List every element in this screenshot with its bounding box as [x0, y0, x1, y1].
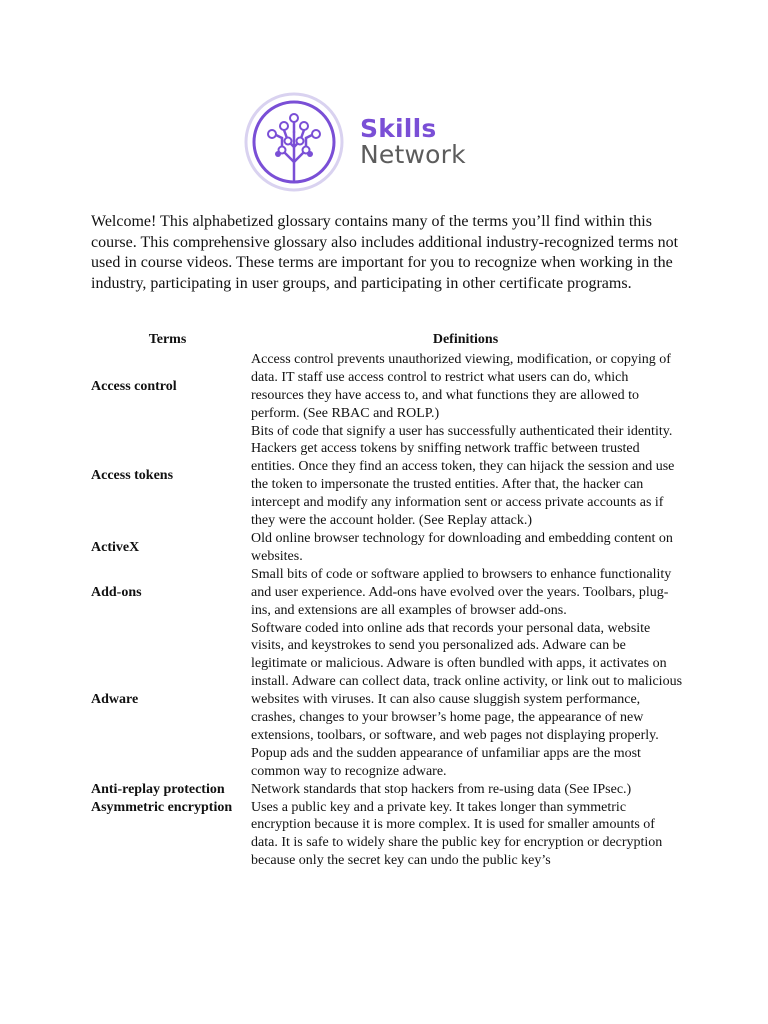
- term-cell: ActiveX: [91, 539, 140, 555]
- logo-skills-text: Skills: [360, 113, 437, 143]
- table-header-row: [88, 331, 684, 351]
- term-cell: Access tokens: [91, 468, 174, 484]
- table-row: [88, 620, 684, 781]
- table-row: [88, 530, 684, 566]
- definition-cell: Software coded into online ads that records your personal data, website visits, and keystrokes to send you personalized ads. Adware can be legitimate or malicious. Adware is often bundled with apps, it activates on install. Adware can collect data, track online activity, or link out to malicious websites with viruses. It can also cause sluggish system performance, crashes, changes to your browser’s home page, the appearance of new extensions, toolbars, or software, and web pages not displaying properly. Popup ads and the sudden appearance of unfamiliar apps are the most common way to recognize adware.: [251, 620, 683, 779]
- definition-cell: Uses a public key and a private key. It takes longer than symmetric encryption because it is more complex. It is used for smaller amounts of data. It is safe to widely share the public key for encryption or decryption because only the secret key can undo the public key’s: [251, 799, 663, 869]
- term-cell: Access control: [91, 378, 177, 394]
- definition-cell: Small bits of code or software applied to browsers to enhance functionality and user experience. Add-ons have evolved over the years. Toolbars, plug-ins, and extensions are all examples of browser add-ons.: [251, 566, 672, 618]
- definition-cell: Old online browser technology for downloading and embedding content on websites.: [251, 530, 673, 564]
- term-cell: Anti-replay protection: [91, 781, 225, 797]
- intro-paragraph: Welcome! This alphabetized glossary contains many of the terms you’ll find within this course. This comprehensive glossary also includes additional industry-recognized terms not used in course videos. These terms are important for you to recognize when working in the industry, participating in user groups, and participating in other certificate programs.: [91, 213, 679, 292]
- table-row: [88, 799, 684, 871]
- table-row: [88, 423, 684, 530]
- table-row: [88, 351, 684, 423]
- term-cell: Add-ons: [91, 584, 142, 600]
- definition-cell: Network standards that stop hackers from re-using data (See IPsec.): [251, 781, 632, 797]
- table-row: [88, 781, 684, 799]
- logo-wordmark: [360, 113, 466, 169]
- definition-cell: Access control prevents unauthorized viewing, modification, or copying of data. IT staff use access control to restrict what users can do, which resources they have access to, and what functions they are allowed to perform. (See RBAC and ROLP.): [251, 351, 671, 421]
- skills-network-logo: [244, 92, 466, 192]
- terms-header: Terms: [148, 332, 187, 347]
- tree-network-icon: [244, 92, 344, 192]
- term-cell: Asymmetric encryption: [91, 799, 233, 815]
- glossary-table: [88, 331, 684, 870]
- term-cell: Adware: [91, 692, 139, 708]
- logo-network-text: Network: [360, 140, 466, 169]
- table-row: [88, 566, 684, 620]
- definitions-header: Definitions: [432, 332, 499, 347]
- definition-cell: Bits of code that signify a user has successfully authenticated their identity. Hackers get access tokens by sniffing network traffic between trusted entities. Once they find an access token, they can hijack the session and use the token to impersonate the trusted entities. After that, the hacker can intercept and modify any information sent or access private accounts as if they were the account holder. (See Replay attack.): [251, 423, 675, 529]
